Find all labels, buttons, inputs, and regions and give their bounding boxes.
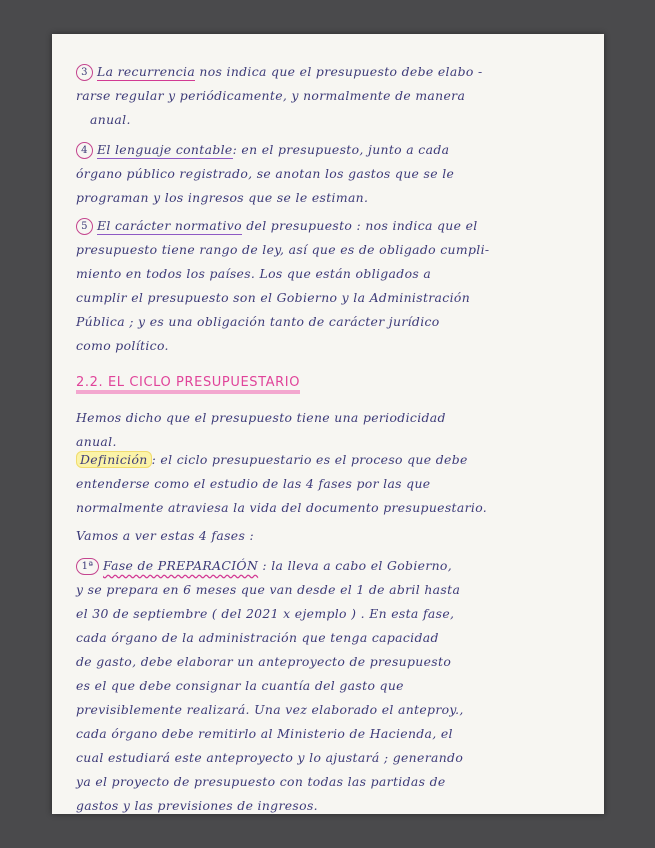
item-line (76, 60, 586, 84)
phase-line: cual estudiará este anteproyecto y lo ajustará ; generando (76, 750, 464, 765)
item-line (76, 138, 586, 162)
definition-line (76, 448, 586, 472)
phase-line (76, 554, 586, 578)
section-title: 2.2. EL CICLO PRESUPUESTARIO (76, 375, 300, 394)
item-number-badge: 4 (76, 142, 93, 159)
intro-line: anual. (76, 434, 117, 449)
phase-line: ya el proyecto de presupuesto con todas las partidas de (76, 774, 446, 789)
item-normative-character (76, 214, 586, 358)
definition-line: normalmente atraviesa la vida del documento presupuestario. (76, 500, 488, 515)
phase-number-badge: 1ª (76, 558, 99, 575)
item-line: miento en todos los países. Los que están obligados a (76, 266, 432, 281)
item-line: presupuesto tiene rango de ley, así que es de obligado cumpli- (76, 242, 490, 257)
item-line: Pública ; y es una obligación tanto de carácter jurídico (76, 314, 440, 329)
definition-line: entenderse como el estudio de las 4 fases por las que (76, 476, 431, 491)
item-text: nos indica que el presupuesto debe elabo - (195, 64, 483, 79)
phase-line: gastos y las previsiones de ingresos. (76, 798, 318, 813)
section-title-line (76, 370, 586, 394)
item-number-badge: 5 (76, 218, 93, 235)
item-recurrence (76, 60, 586, 132)
item-text: del presupuesto : nos indica que el (241, 218, 478, 233)
item-line: rarse regular y periódicamente, y normalmente de manera (76, 88, 466, 103)
phase-line: y se prepara en 6 meses que van desde el 1 de abril hasta (76, 582, 461, 597)
intro-paragraph (76, 406, 586, 454)
definition-term: Definición (76, 451, 152, 468)
phase-line: el 30 de septiembre ( del 2021 x ejemplo ) . En esta fase, (76, 606, 455, 621)
phase-line: de gasto, debe elaborar un anteproyecto de presupuesto (76, 654, 452, 669)
phase-term: Fase de PREPARACIÓN (103, 558, 259, 573)
item-line: programan y los ingresos que se le estiman. (76, 190, 369, 205)
notebook-page (52, 34, 604, 814)
definition-line: Vamos a ver estas 4 fases : (76, 528, 254, 543)
phase-line: cada órgano de la administración que tenga capacidad (76, 630, 439, 645)
item-line: órgano público registrado, se anotan los gastos que se le (76, 166, 455, 181)
item-term: El lenguaje contable (97, 142, 233, 157)
intro-line: Hemos dicho que el presupuesto tiene una periodicidad (76, 410, 446, 425)
item-term: El carácter normativo (97, 218, 242, 233)
phase-line: es el que debe consignar la cuantía del gasto que (76, 678, 404, 693)
item-line (76, 214, 586, 238)
item-term: La recurrencia (97, 64, 196, 79)
item-line: como político. (76, 338, 169, 353)
phase-line: cada órgano debe remitirlo al Ministerio de Hacienda, el (76, 726, 453, 741)
phase-text: : la lleva a cabo el Gobierno, (258, 558, 453, 573)
phase-line: previsiblemente realizará. Una vez elaborado el anteproy., (76, 702, 464, 717)
section-heading (76, 370, 586, 394)
phase-preparation (76, 554, 586, 814)
item-accounting-language (76, 138, 586, 210)
definition-paragraph (76, 448, 586, 548)
item-number-badge: 3 (76, 64, 93, 81)
definition-text: : el ciclo presupuestario es el proceso que debe (151, 452, 468, 467)
item-line: anual. (90, 112, 131, 127)
item-line: cumplir el presupuesto son el Gobierno y la Administración (76, 290, 471, 305)
item-text: : en el presupuesto, junto a cada (232, 142, 450, 157)
